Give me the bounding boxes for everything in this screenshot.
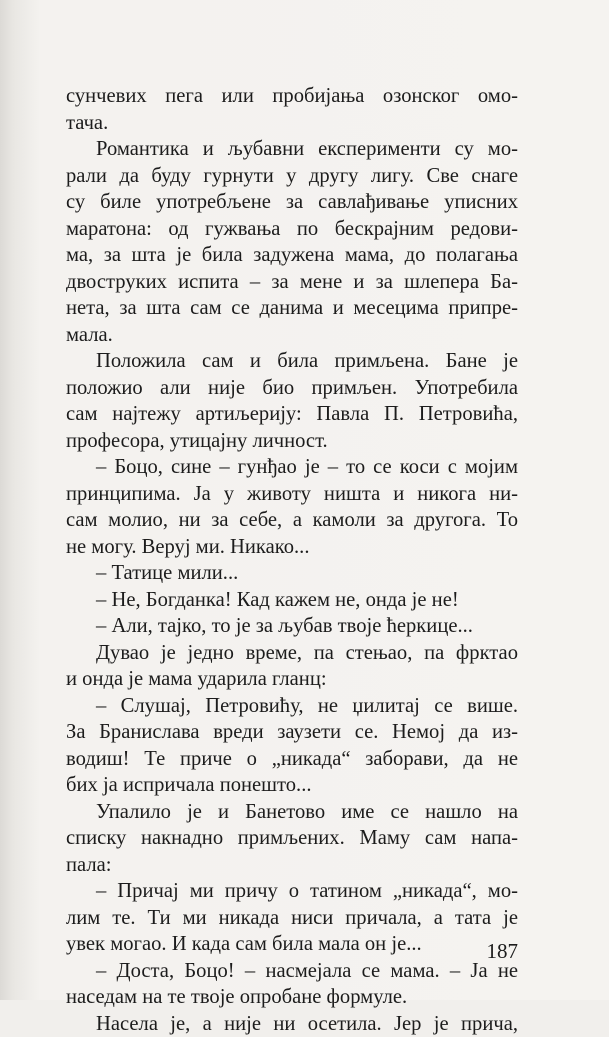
text-line: – Доста, Боцо! – насмејала се мама. – Ја не [66,958,518,985]
text-line: маратона: од гужвања по бескрајним редови- [66,216,518,243]
text-line: пала: [66,852,518,879]
text-line: наседам на те твоје опробане формуле. [66,984,518,1011]
text-line: су биле употребљене за савлађивање уписних [66,189,518,216]
text-line: мала. [66,322,518,349]
text-line: Упалило је и Банетово име се нашло на [66,799,518,826]
text-line: сам молио, ни за себе, а камоли за другога. То [66,507,518,534]
text-line: – Причај ми причу о татином „никада“, мо- [66,878,518,905]
text-line: – Боцо, сине – гунђао је – то се коси с мојим [66,454,518,481]
text-line: – Татице мили... [66,560,518,587]
text-line: – Слушај, Петровићу, не џилитај се више. [66,693,518,720]
text-line: сунчевих пега или пробијања озонског омо- [66,83,518,110]
text-line: нета, за шта сам се данима и месецима припре- [66,295,518,322]
text-line: водиш! Те приче о „никада“ заборави, да не [66,746,518,773]
text-line: ма, за шта је била задужена мама, до полагања [66,242,518,269]
text-line: двоструких испита – за мене и за шлепера Ба- [66,269,518,296]
text-line: – Не, Богданка! Кад кажем не, онда је не! [66,587,518,614]
text-line: сам најтежу артиљерију: Павла П. Петровића, [66,401,518,428]
text-line: лим те. Ти ми никада ниси причала, а тата је [66,905,518,932]
text-line: Положила сам и била примљена. Бане је [66,348,518,375]
text-line: списку накнадно примљених. Маму сам напа- [66,825,518,852]
text-line: – Али, тајко, то је за љубав твоје ћеркице... [66,613,518,640]
text-line: увек могао. И када сам била мала он је... [66,931,518,958]
text-line: тача. [66,110,518,137]
page-number: 187 [473,939,518,964]
text-line: Дувао је једно време, па стењао, па фрктао [66,640,518,667]
body-text [66,83,518,1037]
text-line: бих ја испричала понешто... [66,772,518,799]
text-line: професора, утицајну личност. [66,428,518,455]
text-line: Романтика и љубавни експерименти су мо- [66,136,518,163]
text-line: положио али није био примљен. Употребила [66,375,518,402]
text-line: и онда је мама ударила гланц: [66,666,518,693]
text-line: рали да буду гурнути у другу лигу. Све снаге [66,163,518,190]
text-line: Насела је, а није ни осетила. Јер је прича, [66,1011,518,1037]
text-line: не могу. Веруј ми. Никако... [66,534,518,561]
text-line: За Бранислава вреди заузети се. Немој да из- [66,719,518,746]
text-line: принципима. Ја у животу ништа и никога ни- [66,481,518,508]
